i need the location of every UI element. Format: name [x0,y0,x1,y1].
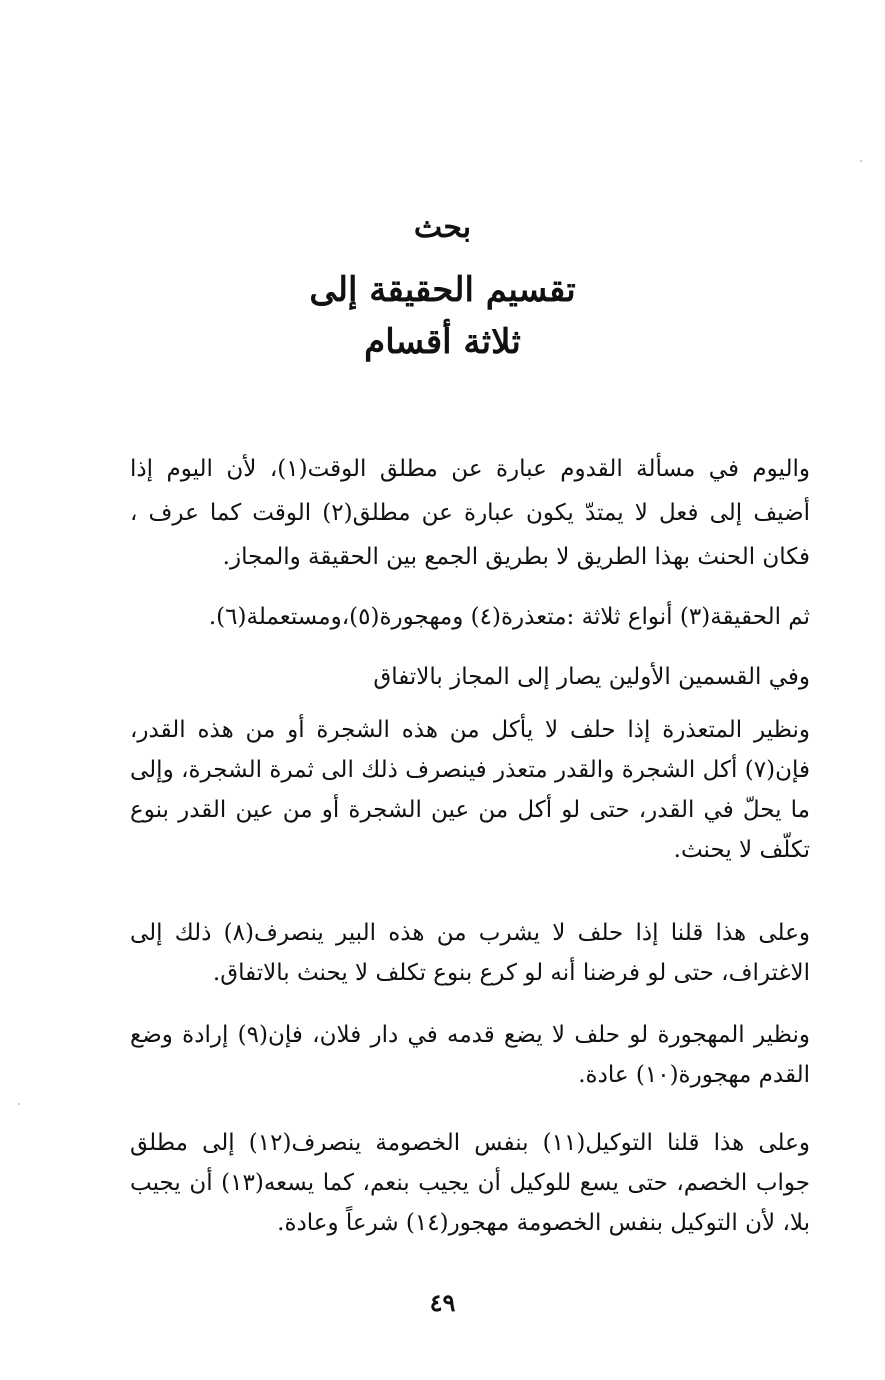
scan-speck [860,160,862,162]
chapter-title-line-2: ثلاثة أقسام [364,322,521,362]
paragraph-haqiqa-types: ثم الحقيقة(٣) أنواع ثلاثة :متعذرة(٤) ومهجورة(٥)،ومستعملة(٦). [208,604,810,630]
page-number: ٤٩ [429,1288,456,1317]
paragraph-yawm-qudum: واليوم في مسألة القدوم عبارة عن مطلق الوقت(١)، لأن اليوم إذا أضيف إلى فعل لا يمتدّ يكون عبارة عن مطلق(٢) الوقت كما عرف ، فكان الحنث بهذا الطريق لا بطريق الجمع بين الحقيقة والمجاز. [130,456,810,570]
section-heading: بحث [413,210,472,245]
paragraph-first-two-types: وفي القسمين الأولين يصار إلى المجاز بالاتفاق [373,664,810,690]
paragraph-well-example: وعلى هذا قلنا إذا حلف لا يشرب من هذه البير ينصرف(٨) ذلك إلى الاغتراف، حتى لو فرضنا أنه لو كرع بنوع تكلف لا يحنث بالاتفاق. [130,920,810,986]
paragraph-tawkil-example: وعلى هذا قلنا التوكيل(١١) بنفس الخصومة ينصرف(١٢) إلى مطلق جواب الخصم، حتى يسع للوكيل أن يجيب بنعم، كما يسعه(١٣) أن يجيب بلا، لأن التوكيل بنفس الخصومة مهجور(١٤) شرعاً وعادة. [130,1130,810,1236]
scan-speck [18,1103,20,1105]
paragraph-mutaadhira-example: ونظير المتعذرة إذا حلف لا يأكل من هذه الشجرة أو من هذه القدر، فإن(٧) أكل الشجرة والقدر متعذر فينصرف ذلك الى ثمرة الشجرة، وإلى ما يحلّ في القدر، حتى لو أكل من عين الشجرة أو من عين القدر بنوع تكلّف لا يحنث. [130,717,810,863]
chapter-title-line-1: تقسيم الحقيقة إلى [309,270,576,310]
paragraph-mahjura-example: ونظير المهجورة لو حلف لا يضع قدمه في دار فلان، فإن(٩) إرادة وضع القدم مهجورة(١٠) عادة. [130,1022,810,1088]
